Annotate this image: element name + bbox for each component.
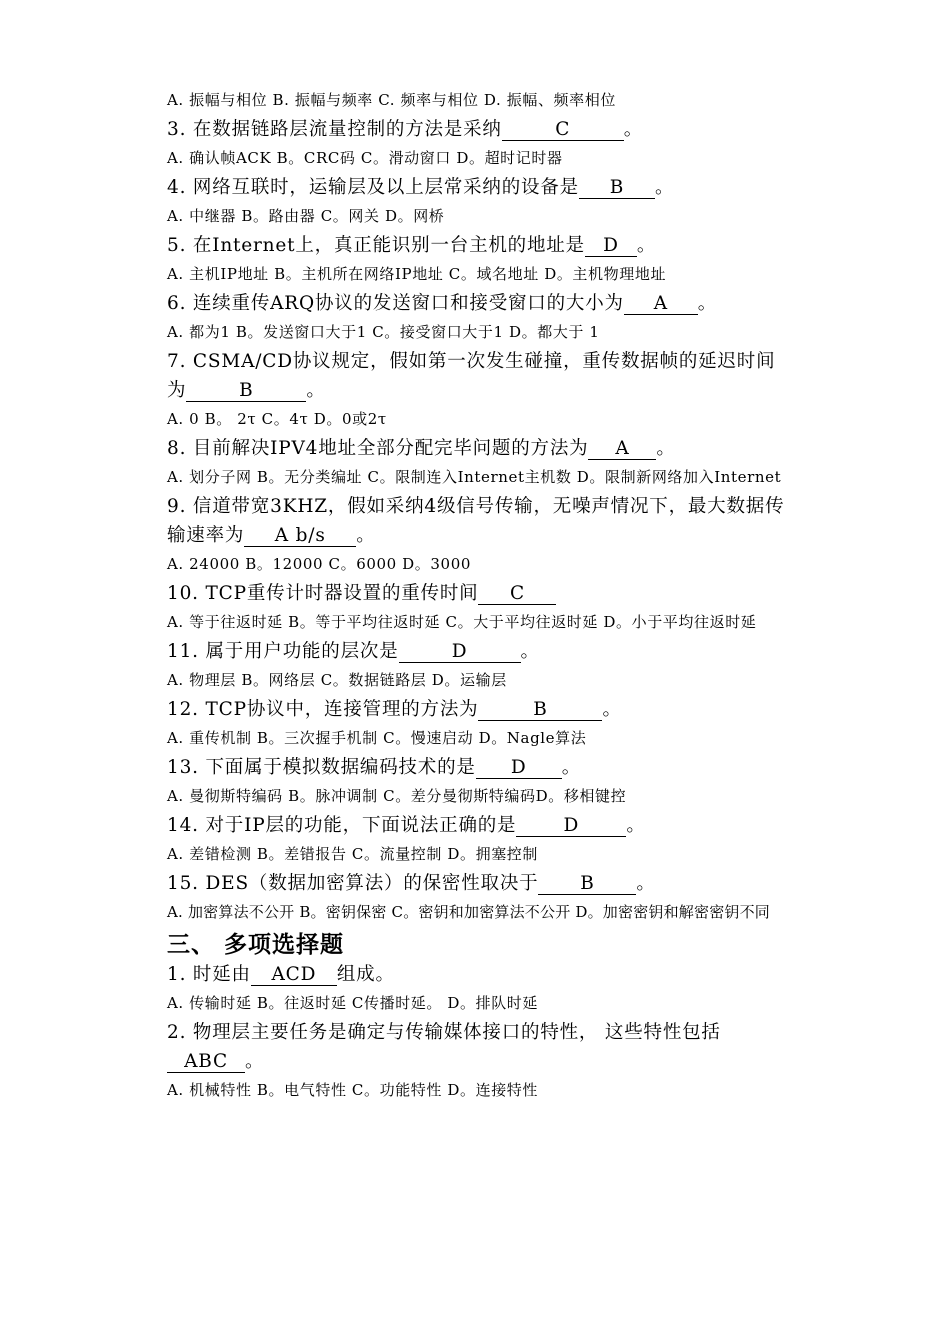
- question-line: [167, 289, 792, 318]
- question-suffix: 。: [602, 699, 622, 720]
- question-line: [167, 231, 792, 260]
- question-suffix: 。: [636, 235, 657, 256]
- options-line: A. 确认帧ACK B。CRC码 C。滑动窗口 D。超时记时器: [167, 149, 563, 167]
- answer-blank: ACD: [251, 965, 337, 986]
- question-line: [167, 869, 792, 898]
- question-line: [167, 637, 792, 666]
- options-line: A. 等于往返时延 B。等于平均往返时延 C。大于平均往返时延 D。小于平均往返时延: [167, 613, 757, 631]
- answer-blank: A: [588, 439, 656, 460]
- question-text: 15. DES（数据加密算法）的保密性取决于: [167, 873, 539, 894]
- answer-blank: B: [538, 874, 636, 895]
- section-heading: 三、 多项选择题: [167, 932, 345, 958]
- question-line: [167, 695, 792, 724]
- question-suffix: 。: [623, 119, 644, 140]
- question-text: 11. 属于用户功能的层次是: [167, 641, 399, 662]
- question-text: 12. TCP协议中，连接管理的方法为: [167, 699, 479, 720]
- question-suffix: 。: [520, 641, 540, 662]
- question-line: [167, 347, 792, 405]
- question-text: 8. 目前解决IPV4地址全部分配完毕问题的方法为: [167, 438, 589, 459]
- answer-blank: C: [502, 120, 624, 141]
- question-text: 4. 网络互联时，运输层及以上层常采纳的设备是: [167, 177, 579, 198]
- options-line: A. 主机IP地址 B。主机所在网络IP地址 C。域名地址 D。主机物理地址: [167, 265, 667, 283]
- question-line: [167, 1018, 792, 1076]
- answer-blank: A b/s: [244, 526, 356, 547]
- document-page: [167, 86, 792, 1105]
- question-text: 3. 在数据链路层流量控制的方法是采纳: [167, 119, 502, 140]
- answer-blank: B: [579, 178, 655, 199]
- question-suffix: 。: [626, 815, 646, 836]
- options-line: A. 曼彻斯特编码 B。脉冲调制 C。差分曼彻斯特编码D。移相键控: [167, 787, 627, 805]
- question-suffix: 。: [356, 525, 376, 546]
- answer-blank: B: [186, 381, 306, 402]
- options-line: A. 中继器 B。路由器 C。网关 D。网桥: [167, 207, 445, 225]
- answer-blank: C: [478, 584, 556, 605]
- question-suffix: 。: [561, 757, 582, 778]
- question-text: 1. 时延由: [167, 964, 251, 985]
- options-line: A. 重传机制 B。三次握手机制 C。慢速启动 D。Nagle算法: [167, 729, 587, 747]
- answer-blank: D: [585, 236, 637, 257]
- options-line: A. 加密算法不公开 B。密钥保密 C。密钥和加密算法不公开 D。加密密钥和解密密钥不同: [167, 903, 771, 921]
- question-text: 7. CSMA/CD协议规定，假如第一次发生碰撞，重传数据帧的延迟时间为: [167, 351, 776, 401]
- options-line: A. 0 B。 2τ C。4τ D。0或2τ: [167, 410, 387, 428]
- question-line: [167, 434, 792, 463]
- options-line: A. 振幅与相位 B. 振幅与频率 C. 频率与相位 D. 振幅、频率相位: [167, 91, 616, 109]
- answer-blank: A: [624, 294, 698, 315]
- question-line: [167, 753, 792, 782]
- answer-blank: D: [399, 642, 521, 663]
- question-text: 13. 下面属于模拟数据编码技术的是: [167, 757, 476, 778]
- options-line: A. 传输时延 B。往返时延 C传播时延。 D。排队时延: [167, 994, 539, 1012]
- question-suffix: 。: [697, 293, 718, 314]
- question-text: 6. 连续重传ARQ协议的发送窗口和接受窗口的大小为: [167, 293, 624, 314]
- options-line: A. 划分子网 B。无分类编址 C。限制连入Internet主机数 D。限制新网络加入Internet: [167, 468, 782, 486]
- question-line: [167, 579, 792, 608]
- question-suffix: 组成。: [336, 964, 395, 985]
- question-text: 10. TCP重传计时器设置的重传时间: [167, 583, 479, 604]
- question-text: 14. 对于IP层的功能，下面说法正确的是: [167, 815, 517, 836]
- options-line: A. 都为1 B。发送窗口大于1 C。接受窗口大于1 D。都大于 1: [167, 323, 600, 341]
- question-line: [167, 960, 792, 989]
- options-line: A. 差错检测 B。差错报告 C。流量控制 D。拥塞控制: [167, 845, 539, 863]
- options-line: A. 物理层 B。网络层 C。数据链路层 D。运输层: [167, 671, 507, 689]
- question-suffix: 。: [636, 873, 656, 894]
- options-line: A. 机械特性 B。电气特性 C。功能特性 D。连接特性: [167, 1081, 539, 1099]
- question-text: 2. 物理层主要任务是确定与传输媒体接口的特性， 这些特性包括: [167, 1022, 721, 1043]
- question-text: 5. 在Internet上，真正能识别一台主机的地址是: [167, 235, 585, 256]
- question-suffix: 。: [654, 177, 675, 198]
- question-line: [167, 115, 792, 144]
- question-suffix: 。: [656, 438, 676, 459]
- question-suffix: 。: [245, 1051, 265, 1072]
- question-text: 9. 信道带宽3KHZ，假如采纳4级信号传输，无噪声情况下，最大数据传输速率为: [167, 496, 785, 546]
- question-suffix: 。: [306, 380, 326, 401]
- options-line: A. 24000 B。12000 C。6000 D。3000: [167, 555, 471, 573]
- question-line: [167, 173, 792, 202]
- answer-blank: D: [476, 758, 562, 779]
- answer-blank: B: [478, 700, 602, 721]
- question-line: [167, 811, 792, 840]
- answer-blank: D: [516, 816, 626, 837]
- question-line: [167, 492, 792, 550]
- answer-blank: ABC: [167, 1052, 245, 1073]
